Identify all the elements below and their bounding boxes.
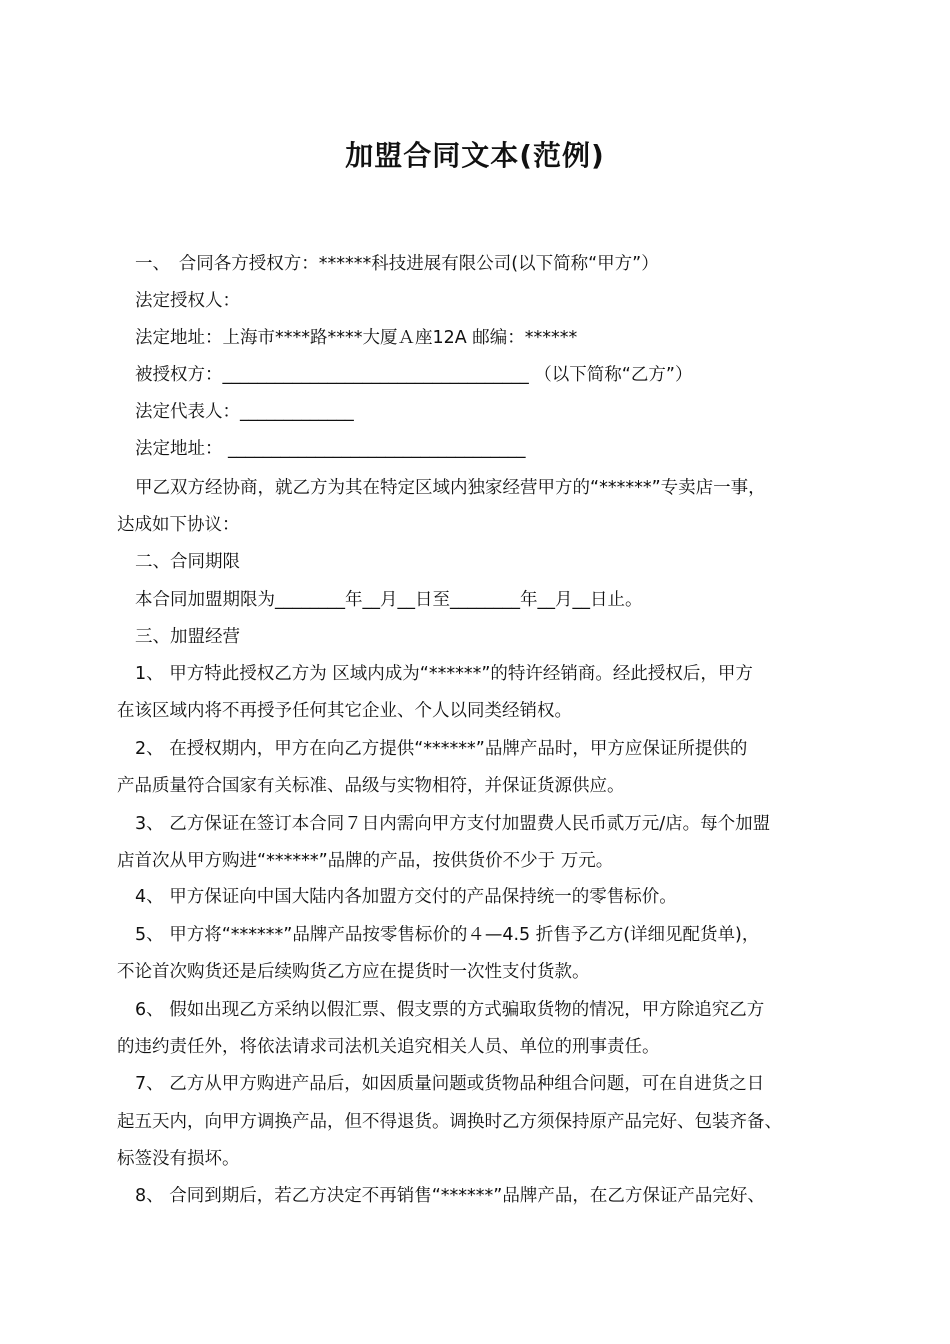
item-5-cont: 不论首次购货还是后续购货乙方应在提货时一次性支付货款。 xyxy=(117,962,590,982)
item-7: 7、 乙方从甲方购进产品后，如因质量问题或货物品种组合问题，可在自进货之日 xyxy=(135,1074,765,1094)
item-5: 5、 甲方将“******”品牌产品按零售标价的４—4.5 折售予乙方(详细见配货单)， xyxy=(135,925,760,945)
item-1-cont: 在该区域内将不再授予任何其它企业、个人以同类经销权。 xyxy=(117,701,572,721)
item-2: 2、 在授权期内，甲方在向乙方提供“******”品牌产品时，甲方应保证所提供的 xyxy=(135,739,748,759)
clause-1-parties: 一、 合同各方授权方：******科技进展有限公司(以下简称“甲方”） xyxy=(135,254,659,274)
item-4: 4、 甲方保证向中国大陆内各加盟方交付的产品保持统一的零售标价。 xyxy=(135,887,677,907)
legal-representative: 法定代表人：_____________ xyxy=(135,402,354,422)
legal-address-a: 法定地址：上海市****路****大厦Ａ座12A 邮编：****** xyxy=(135,328,578,348)
item-1: 1、 甲方特此授权乙方为 区域内成为“******”的特许经销商。经此授权后，甲方 xyxy=(135,664,753,684)
term-line: 本合同加盟期限为________年__月__日至________年__月__日止。 xyxy=(135,590,643,610)
document-title: 加盟合同文本(范例) xyxy=(345,139,605,172)
legal-address-b: 法定地址： __________________________________ xyxy=(135,439,526,459)
item-6: 6、 假如出现乙方采纳以假汇票、假支票的方式骗取货物的情况，甲方除追究乙方 xyxy=(135,1000,765,1020)
item-3-cont: 店首次从甲方购进“******”品牌的产品，按供货价不少于 万元。 xyxy=(117,851,614,871)
licensee-line: 被授权方：___________________________________ （以下简称“乙方”） xyxy=(135,365,693,385)
section-3-heading: 三、加盟经营 xyxy=(135,627,240,647)
legal-authorizer: 法定授权人： xyxy=(135,291,240,311)
section-2-heading: 二、合同期限 xyxy=(135,552,240,572)
agreement-intro-cont: 达成如下协议： xyxy=(117,515,240,535)
item-8: 8、 合同到期后，若乙方决定不再销售“******”品牌产品，在乙方保证产品完好、 xyxy=(135,1186,765,1206)
item-7-cont-1: 起五天内，向甲方调换产品，但不得退货。调换时乙方须保持原产品完好、包装齐备、 xyxy=(117,1112,782,1132)
item-2-cont: 产品质量符合国家有关标准、品级与实物相符，并保证货源供应。 xyxy=(117,776,625,796)
item-3: 3、 乙方保证在签订本合同７日内需向甲方支付加盟费人民币贰万元/店。每个加盟 xyxy=(135,814,771,834)
item-6-cont: 的违约责任外，将依法请求司法机关追究相关人员、单位的刑事责任。 xyxy=(117,1037,660,1057)
item-7-cont-2: 标签没有损坏。 xyxy=(117,1149,240,1169)
agreement-intro: 甲乙双方经协商，就乙方为其在特定区域内独家经营甲方的“******”专卖店一事， xyxy=(135,478,766,498)
